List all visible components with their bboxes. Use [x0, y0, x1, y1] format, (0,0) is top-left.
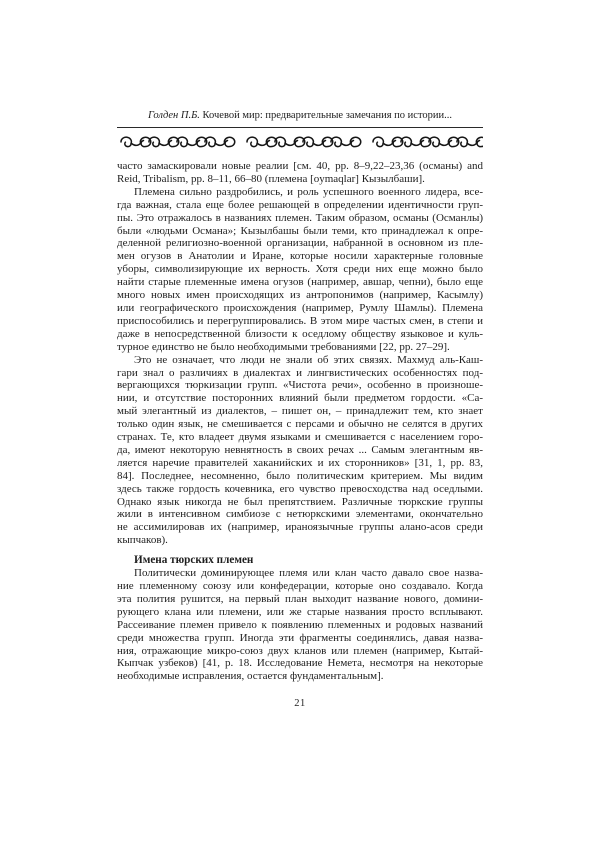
text-line: странах. Те, кто владеет двумя языками и смешивается с населением горо-	[117, 431, 483, 444]
body-text	[117, 160, 483, 683]
text-line: Reid, Tribalism, pp. 8–11, 66–80 (племена [oymaqlar] Кызылбаши].	[117, 172, 425, 185]
text-line: гари знал о различиях в диалектах и лингвистических особенностях под-	[117, 366, 483, 379]
text-line: ние племенному союзу или конфедерации, которые оно создавало. Когда	[117, 580, 483, 592]
text-line: Кыпчак узбеков) [41, p. 18. Исследование Немета, несмотря на некоторые	[117, 657, 483, 670]
text-line: были «людьми Османа»; Кызылбашы были теми, кто принадлежал к опре-	[117, 224, 483, 237]
section-heading: Имена тюрских племен	[134, 554, 254, 567]
page-number: 21	[294, 698, 306, 709]
text-line: здесь также гордость кочевника, его чувство превосходства над оседлыми.	[117, 482, 483, 495]
text-line: Однако язык никогда не был препятствием. Различные тюркские группы	[117, 495, 483, 508]
text-line: Племена сильно раздробились, и роль успешного военного лидера, все-	[134, 185, 483, 198]
header-title: Кочевой мир: предварительные замечания по истории...	[199, 110, 453, 121]
text-line: рующего клана или племени, или же старые названия просто всплывают.	[117, 605, 483, 618]
text-line: среди множества групп. Иногда эти фрагменты соединялись, давая назва-	[117, 631, 483, 644]
text-line: мен огузов в Анатолии и Иране, которые носили характерные головные	[117, 250, 483, 263]
text-line: не ассимилировав их (например, ираноязычные группы алано-асов среди	[117, 521, 483, 534]
text-line: ния, отражающие микро-союз двух кланов или племен (например, Кытай-	[117, 644, 483, 657]
paragraph	[117, 354, 483, 548]
scroll-chain-ornament-icon	[117, 131, 483, 153]
text-line: Это не означает, что люди не знали об этих связях. Махмуд аль-Каш-	[134, 353, 483, 366]
header-author: Голден П.Б.	[147, 110, 200, 121]
text-line: вергающихся тюркизации групп. «Чистота речи», особенно в произноше-	[117, 379, 483, 392]
text-line: много новых имен происходящих из антропонимов (например, Касымлу)	[117, 289, 483, 302]
text-line: даже в непосредственной близости к оседлому обществу языковое и куль-	[117, 327, 483, 340]
paragraph	[117, 186, 483, 354]
text-line: пы. Это отражалось в названиях племен. Таким образом, османы (Османлы)	[117, 211, 483, 224]
text-line: 84]. Последнее, несомненно, было политическим критерием. Мы видим	[117, 469, 483, 482]
text-line: эта полития рушится, на первый план выходит название нового, домини-	[117, 592, 483, 605]
text-line: нии, и отсутствие посторонних влияний были предметом гордости. «Са-	[117, 392, 483, 405]
text-line: часто замаскировали новые реалии [см. 40, pp. 8–9,22–23,36 (османы) and	[117, 160, 483, 172]
text-line: кыпчаков).	[117, 534, 168, 547]
text-line: деленной религиозно-военной организации, набранной в основном из пле-	[117, 237, 483, 250]
text-line: Рассеивание племен привело к появлению племенных и родовых названий	[117, 618, 483, 631]
running-header	[117, 109, 483, 122]
text-line: или географического происхождения (например, Румлу Шамлы). Племена	[117, 301, 483, 314]
text-line: гда важная, стала еще более решающей в определении идентичности груп-	[117, 198, 483, 211]
text-line: только один язык, не смешивается с персами и обычно не селятся в других	[117, 418, 483, 431]
text-line: Политически доминирующее племя или клан часто давало свое назва-	[134, 567, 483, 580]
text-line: ляется наречие правителей хаканийских и их сторонников» [31, 1, pp. 83,	[117, 456, 483, 469]
paragraph	[117, 567, 483, 683]
header-divider	[117, 127, 483, 128]
text-line: турное единство не было необходимыми требованиями [22, pp. 27–29].	[117, 340, 450, 353]
text-line: найти старые племенные имена огузов (например, авшар, чепни), было еще	[117, 276, 483, 289]
paragraph	[117, 160, 483, 186]
text-line: жили в интенсивном симбиозе с нетюркскими элементами, окончательно	[117, 508, 483, 521]
text-line: уборы, символизирующие их верность. Хотя среди них еще можно было	[117, 263, 483, 276]
text-line: мый элегантный из диалектов, – пишет он, – принадлежит тем, кто знает	[117, 405, 483, 418]
text-line: да, имеют некоторую невнятность в своих речах ... Самым элегантным яв-	[117, 443, 483, 456]
text-line: необходимые исправления, остается фундаментальным].	[117, 670, 384, 683]
text-line: приспособились и перегруппировались. В этом мире частых смен, в степи и	[117, 314, 483, 327]
